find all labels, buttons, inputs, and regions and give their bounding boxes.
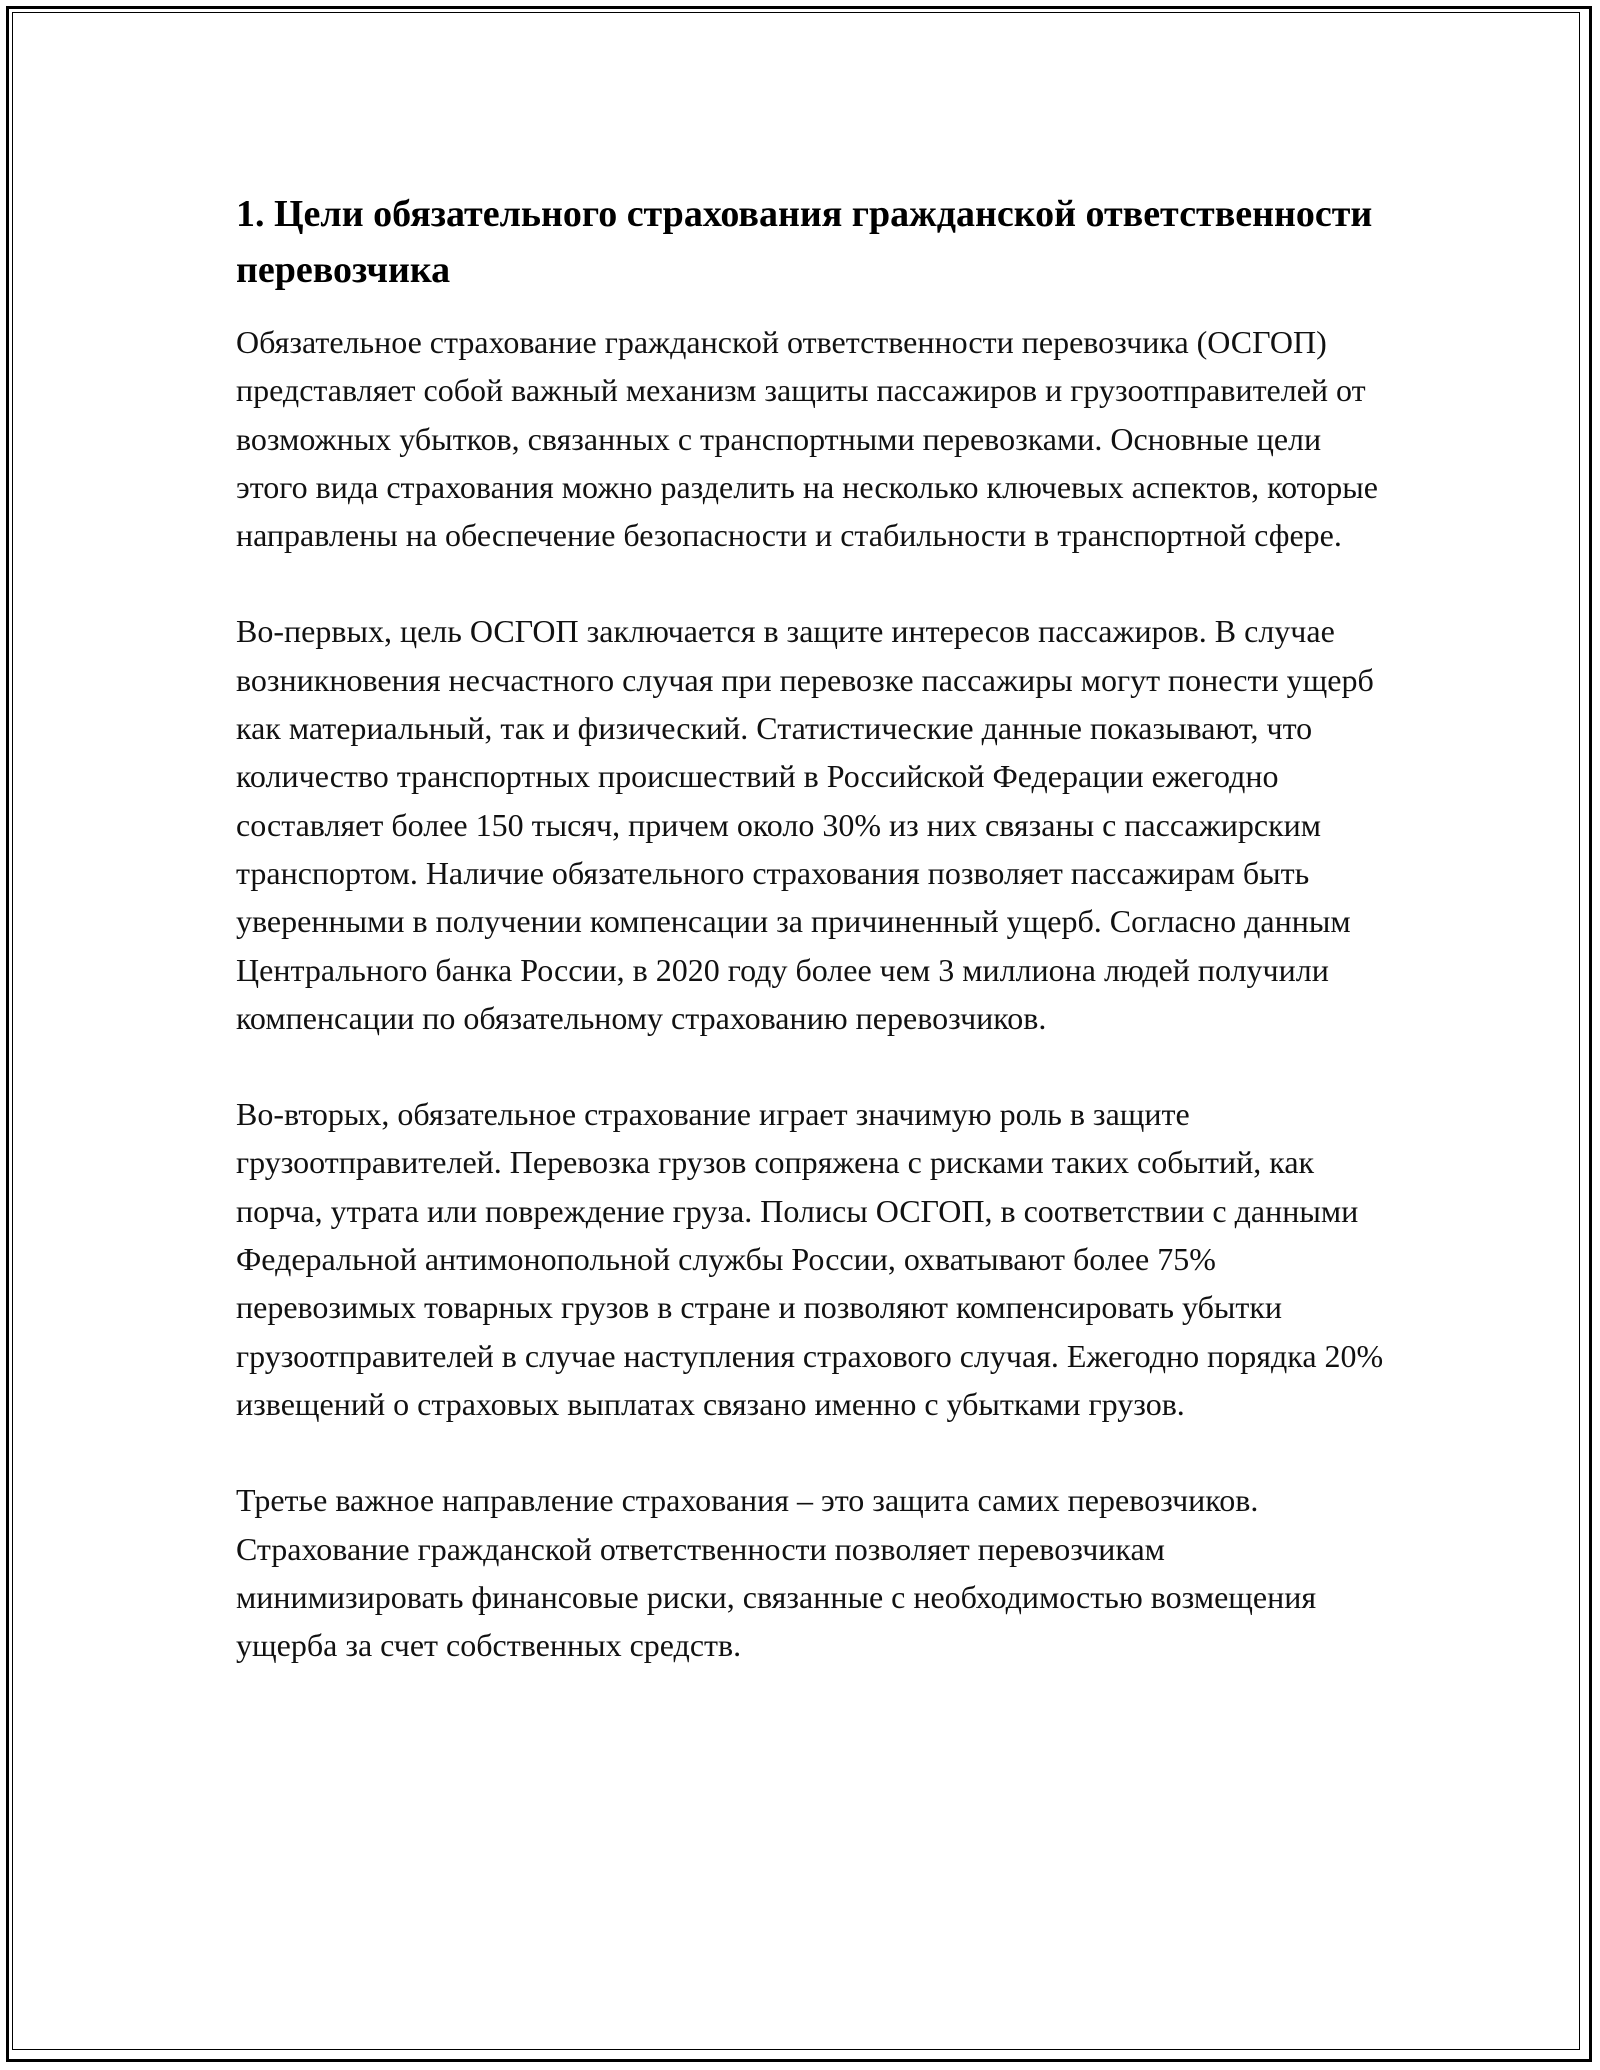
document-body	[236, 186, 1386, 1669]
section-heading: 1. Цели обязательного страхования гражданской ответственности перевозчика	[236, 193, 1373, 291]
paragraph-passengers: Во-первых, цель ОСГОП заключается в защите интересов пассажиров. В случае возникновения несчастного случая при перевозке пассажиры могут понести ущерб как материальный, так и физический. Статистические данные показывают, что количество транспортных происшествий в Российской Федерации ежегодно составляет более 150 тысяч, причем около 30% из них связаны с пассажирским транспортом. Наличие обязательного страхования позволяет пассажирам быть уверенными в получении компенсации за причиненный ущерб. Согласно данным Центрального банка России, в 2020 году более чем 3 миллиона людей получили компенсации по обязательному страхованию перевозчиков.	[236, 613, 1374, 1036]
paragraph-carriers: Третье важное направление страхования – это защита самих перевозчиков. Страхование гражданской ответственности позволяет перевозчикам минимизировать финансовые риски, связанные с необходимостью возмещения ущерба за счет собственных средств.	[236, 1482, 1317, 1664]
paragraph-intro: Обязательное страхование гражданской ответственности перевозчика (ОСГОП) представляет собой важный механизм защиты пассажиров и грузоотправителей от возможных убытков, связанных с транспортными перевозками. Основные цели этого вида страхования можно разделить на несколько ключевых аспектов, которые направлены на обеспечение безопасности и стабильности в транспортной сфере.	[236, 324, 1378, 554]
paragraph-shippers: Во-вторых, обязательное страхование играет значимую роль в защите грузоотправителей. Перевозка грузов сопряжена с рисками таких событий, как порча, утрата или повреждение груза. Полисы ОСГОП, в соответствии с данными Федеральной антимонопольной службы России, охватывают более 75% перевозимых товарных грузов в стране и позволяют компенсировать убытки грузоотправителей в случае наступления страхового случая. Ежегодно порядка 20% извещений о страховых выплатах связано именно с убытками грузов.	[236, 1096, 1384, 1422]
